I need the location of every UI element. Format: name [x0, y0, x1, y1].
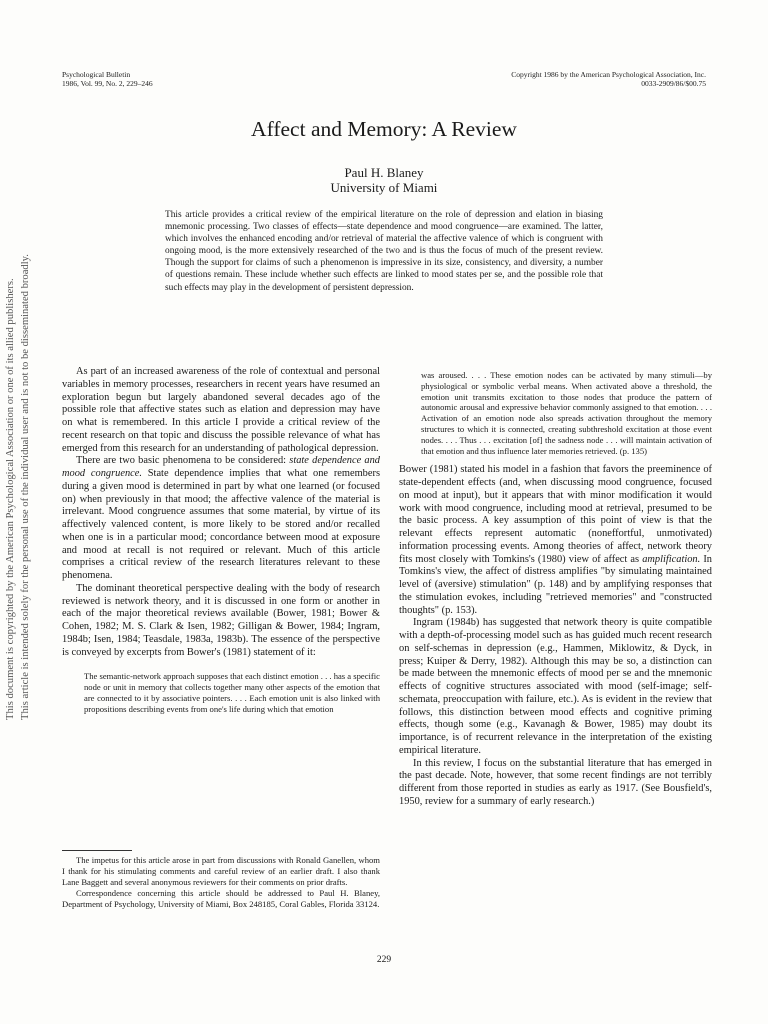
- paragraph: Ingram (1984b) has suggested that network theory is quite compatible with a depth-of-processing model such as has guided much recent research on self-schemas in depression (e.g., Hammen, Miklowitz, & Dyck, in press; Kuiper & Derry, 1982). Although this may be so, a distinction can be made between the mnemonic effects of mood per se and the mnemonic effects of cognitive structures associated with mood (self-image; self-schemata, preoccupation with failure, etc.). As is evident in the review that follows, this distinction between mood effects and cognitive priming effects, though some (e.g., Kavanagh & Bower, 1985) may doubt its importance, is of recurrent relevance in the interpretation of the existing empirical literature.: [399, 617, 712, 756]
- side-notice-line-2: This article is intended solely for the personal use of the individual user and is not to be disseminated broadly.: [20, 254, 31, 720]
- article-title: Affect and Memory: A Review: [251, 117, 517, 141]
- paragraph: As part of an increased awareness of the role of contextual and personal variables in memory processes, researchers in recent years have resumed an exploration begun but largely abandoned several decades ago of the possible role that affective states such as elation and depression may have on what is remembered. In this article I provide a critical review of the recent research on that topic and discuss the possible relevance of what has emerged from this research for an understanding of pathological depression.: [62, 366, 380, 454]
- footnote-paragraph: Correspondence concerning this article should be addressed to Paul H. Blaney, Department of Psychology, University of Miami, Box 248185, Coral Gables, Florida 33124.: [62, 888, 380, 910]
- block-quote-continued: was aroused. . . . These emotion nodes can be activated by many stimuli—by physiological or symbolic verbal means. When activated above a threshold, the emotion unit transmits excitation to those nodes that produce the pattern of autonomic arousal and expressive behavior commonly assigned to that emotion. . . . Activation of an emotion node also spreads activation throughout the memory structures to which it is connected, creating subthreshold excitation at those event nodes. . . . Thus . . . excitation [of] the sadness node . . . will maintain activation of that emotion and thus influence later memories retrieved. (p. 135): [421, 370, 712, 456]
- author-name: Paul H. Blaney: [344, 165, 424, 180]
- paragraph: The dominant theoretical perspective dealing with the body of research reviewed is network theory, and it is discussed in one form or another in each of the major theoretical reviews available (Bower, 1981; Bower & Cohen, 1982; M. S. Clark & Isen, 1982; Gilligan & Bower, 1984; Ingram, 1984b; Isen, 1984; Teasdale, 1983a, 1983b). The essence of the perspective is conveyed by excerpts from Bower's (1981) statement of it:: [62, 582, 380, 658]
- paragraph: In this review, I focus on the substantial literature that has emerged in the past decade. Note, however, that some recent findings are not terribly different from those reported in studies as early as 1917. (See Bousfield's, 1950, review for a summary of early research.): [399, 757, 712, 807]
- paragraph: [399, 464, 712, 617]
- right-column: [399, 370, 712, 809]
- paragraph-text: There are two basic phenomena to be considered:: [76, 455, 290, 467]
- paragraph: [62, 455, 380, 583]
- copyright-line: Copyright 1986 by the American Psychological Association, Inc.: [511, 70, 706, 79]
- page-number: 229: [376, 955, 392, 965]
- journal-header: [62, 70, 153, 88]
- footnote: [62, 855, 380, 910]
- paragraph-text: Bower (1981) stated his model in a fashion that favors the preeminence of state-dependent effects (and, when discussing mood congruence, focused on mood at input), but it appears that with minor modification it would work with mood congruence, including mood at retrieval, presumed to be the basic process. A key assumption of this point of view is that the relevant effects represent automatic (noneffortful, unmotivated) information processing events. Among theories of affect, network theory fits most closely with Tomkins's (1980) view of affect as: [399, 464, 712, 565]
- author-block: [0, 165, 768, 195]
- side-notice-line-1: This document is copyrighted by the American Psychological Association or one of its allied publishers.: [5, 278, 16, 720]
- footnote-paragraph: The impetus for this article arose in part from discussions with Ronald Ganellen, whom I thank for his stimulating comments and careful review of an earlier draft. I also thank Lane Baggett and several anonymous reviewers for their comments on prior drafts.: [62, 855, 380, 888]
- abstract: This article provides a critical review of the empirical literature on the role of depression and elation in biasing mnemonic processing. Two classes of effects—state dependence and mood congruence—are examined. The latter, which involves the enhanced encoding and/or retrieval of material the affective valence of which is congruent with ongoing mood, is the more extensively researched of the two and is thus the focus of much of the present review. Though the support for claims of such a phenomenon is impressive in its size, consistency, and diversity, a number of questions remain. These include whether such effects are linked to mood states per se, and the possible role that such effects may play in the development of persistent depression.: [165, 210, 603, 293]
- copyright-header: [511, 70, 706, 88]
- emphasis-text: amplification.: [642, 553, 701, 565]
- footnote-rule: [62, 850, 132, 851]
- paragraph-text: In Tomkins's view, the affect of distress amplifies "by simulating maintained level of (aversive) stimulation" (p. 148) and by amplifying responses that the stimulation evokes, including "retrieved memories" and "constructed thoughts" (p. 153).: [399, 553, 712, 616]
- author-affiliation: University of Miami: [330, 180, 438, 195]
- emphasis-text: state dependence and mood congruence.: [62, 455, 380, 479]
- copyright-side-notice: [3, 160, 43, 720]
- journal-volume: 1986, Vol. 99, No. 2, 229–246: [62, 79, 153, 88]
- left-column: [62, 366, 380, 714]
- block-quote: The semantic-network approach supposes that each distinct emotion . . . has a specific node or unit in memory that collects together many other aspects of the emotion that are connected to it by associative pointers. . . . Each emotion unit is also linked with propositions describing events from one's life during which that emotion: [84, 671, 380, 714]
- paragraph-text: State dependence implies that what one remembers during a given mood is determined in part by what one learned (or focused on) when previously in that mood; the affective valence of the material is irrelevant. Mood congruence assumes that some material, by virtue of its affectively valenced content, is more likely to be stored and/or recalled when one is in a particular mood; concordance between mood at exposure and mood at recall is not required or relevant. Much of this article comprises a critical review of the research literatures relevant to these phenomena.: [62, 468, 380, 581]
- journal-name: Psychological Bulletin: [62, 70, 131, 79]
- article-code: 0033-2909/86/$00.75: [641, 79, 706, 88]
